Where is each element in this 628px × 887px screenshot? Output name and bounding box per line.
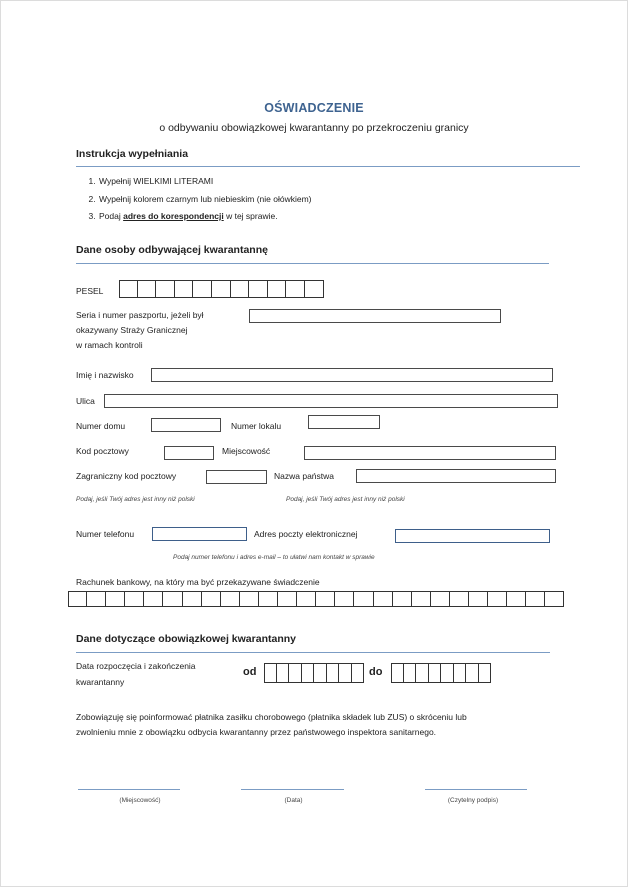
bank-account-label: Rachunek bankowy, na który ma być przekazywane świadczenie [76,577,320,587]
street-label: Ulica [76,396,95,406]
bank-digit-box[interactable] [488,591,507,607]
passport-label-line2: okazywany Straży Granicznej [76,325,188,335]
bank-digit-box[interactable] [507,591,526,607]
phone-field[interactable] [152,527,247,541]
place-signature-line[interactable] [78,789,180,790]
street-field[interactable] [104,394,558,408]
bank-digit-box[interactable] [374,591,393,607]
bank-digit-box[interactable] [431,591,450,607]
date-from-digit-box[interactable] [327,663,340,683]
form-title: OŚWIADCZENIE [264,101,364,115]
pesel-digit-box[interactable] [138,280,157,298]
bank-digit-box[interactable] [221,591,240,607]
date-from-digit-box[interactable] [264,663,277,683]
house-number-field[interactable] [151,418,221,432]
foreign-postcode-note: Podaj, jeśli Twój adres jest inny niż polski [76,496,195,503]
place-signature-label: (Miejscowość) [119,797,161,804]
instruction-emphasis: adres do korespondencji [123,211,224,221]
name-field[interactable] [151,368,553,382]
bank-digit-box[interactable] [412,591,431,607]
date-from-digit-box[interactable] [289,663,302,683]
flat-number-label: Numer lokalu [231,421,282,431]
country-label: Nazwa państwa [274,471,335,481]
instruction-item: 2. Wypełnij kolorem czarnym lub niebieskim (nie ołówkiem) [98,191,312,209]
pesel-digit-box[interactable] [156,280,175,298]
date-from-cells[interactable] [264,663,364,683]
form-subtitle: o odbywaniu obowiązkowej kwarantanny po przekroczeniu granicy [159,122,469,134]
person-section-rule [76,263,549,264]
pesel-digit-box[interactable] [231,280,250,298]
foreign-postcode-label: Zagraniczny kod pocztowy [76,471,177,481]
pesel-cells[interactable] [119,280,324,298]
foreign-postcode-field[interactable] [206,470,267,484]
quarantine-section-heading: Dane dotyczące obowiązkowej kwarantanny [76,633,296,645]
date-signature-label: (Data) [284,797,303,804]
bank-digit-box[interactable] [183,591,202,607]
instructions-heading: Instrukcja wypełniania [76,148,189,160]
bank-digit-box[interactable] [202,591,221,607]
declaration-line2: zwolnieniu mnie z obowiązku odbycia kwarantanny przez państwowego inspektora sanitarnego. [76,727,437,737]
flat-number-field[interactable] [308,415,380,429]
instruction-item [98,208,312,226]
instruction-text: Podaj [99,211,124,221]
bank-digit-box[interactable] [316,591,335,607]
name-label: Imię i nazwisko [76,370,134,380]
city-field[interactable] [304,446,556,460]
bank-digit-box[interactable] [87,591,106,607]
instruction-text: w tej sprawie. [223,211,278,221]
date-from-digit-box[interactable] [277,663,290,683]
pesel-digit-box[interactable] [249,280,268,298]
bank-digit-box[interactable] [526,591,545,607]
bank-digit-box[interactable] [354,591,373,607]
from-label: od [243,666,257,678]
date-from-digit-box[interactable] [302,663,315,683]
instructions-list [84,173,312,226]
bank-account-cells[interactable] [68,591,564,607]
bank-digit-box[interactable] [259,591,278,607]
date-to-digit-box[interactable] [404,663,417,683]
postcode-field[interactable] [164,446,214,460]
house-number-label: Numer domu [76,421,126,431]
quarantine-dates-label-line1: Data rozpoczęcia i zakończenia [76,661,196,671]
bank-digit-box[interactable] [68,591,87,607]
bank-digit-box[interactable] [297,591,316,607]
pesel-digit-box[interactable] [212,280,231,298]
instruction-item: 1. Wypełnij WIELKIMI LITERAMI [98,173,312,191]
to-label: do [369,666,383,678]
pesel-digit-box[interactable] [305,280,324,298]
country-field[interactable] [356,469,556,483]
bank-digit-box[interactable] [278,591,297,607]
bank-digit-box[interactable] [335,591,354,607]
quarantine-dates-label-line2: kwarantanny [76,677,125,687]
date-to-digit-box[interactable] [479,663,492,683]
signature-label: (Czytelny podpis) [447,797,499,804]
bank-digit-box[interactable] [125,591,144,607]
passport-label-line1: Seria i numer paszportu, jeżeli był [76,310,204,320]
pesel-digit-box[interactable] [175,280,194,298]
quarantine-section-rule [76,652,550,653]
date-to-digit-box[interactable] [466,663,479,683]
declaration-line1: Zobowiązuję się poinformować płatnika zasiłku chorobowego (płatnika składek lub ZUS) o skróceniu lub [76,712,467,722]
bank-digit-box[interactable] [163,591,182,607]
date-from-digit-box[interactable] [352,663,365,683]
email-field[interactable] [395,529,550,543]
date-to-digit-box[interactable] [441,663,454,683]
city-label: Miejscowość [222,446,271,456]
contact-note: Podaj numer telefonu i adres e-mail – to ułatwi nam kontakt w sprawie [173,554,375,561]
date-from-digit-box[interactable] [339,663,352,683]
pesel-digit-box[interactable] [268,280,287,298]
date-to-digit-box[interactable] [454,663,467,683]
date-to-digit-box[interactable] [391,663,404,683]
date-to-digit-box[interactable] [429,663,442,683]
date-from-digit-box[interactable] [314,663,327,683]
bank-digit-box[interactable] [545,591,564,607]
person-section-heading: Dane osoby odbywającej kwarantannę [76,244,268,256]
date-signature-line[interactable] [241,789,344,790]
passport-label-line3: w ramach kontroli [76,340,143,350]
pesel-digit-box[interactable] [193,280,212,298]
bank-digit-box[interactable] [450,591,469,607]
bank-digit-box[interactable] [144,591,163,607]
signature-line[interactable] [425,789,527,790]
passport-number-field[interactable] [249,309,501,323]
bank-digit-box[interactable] [240,591,259,607]
bank-digit-box[interactable] [393,591,412,607]
phone-label: Numer telefonu [76,529,135,539]
pesel-digit-box[interactable] [119,280,138,298]
instructions-rule [76,166,580,167]
email-label: Adres poczty elektronicznej [254,529,358,539]
pesel-label: PESEL [76,286,104,296]
bank-digit-box[interactable] [469,591,488,607]
bank-digit-box[interactable] [106,591,125,607]
pesel-digit-box[interactable] [286,280,305,298]
country-note: Podaj, jeśli Twój adres jest inny niż polski [286,496,405,503]
date-to-digit-box[interactable] [416,663,429,683]
date-to-cells[interactable] [391,663,491,683]
postcode-label: Kod pocztowy [76,446,129,456]
